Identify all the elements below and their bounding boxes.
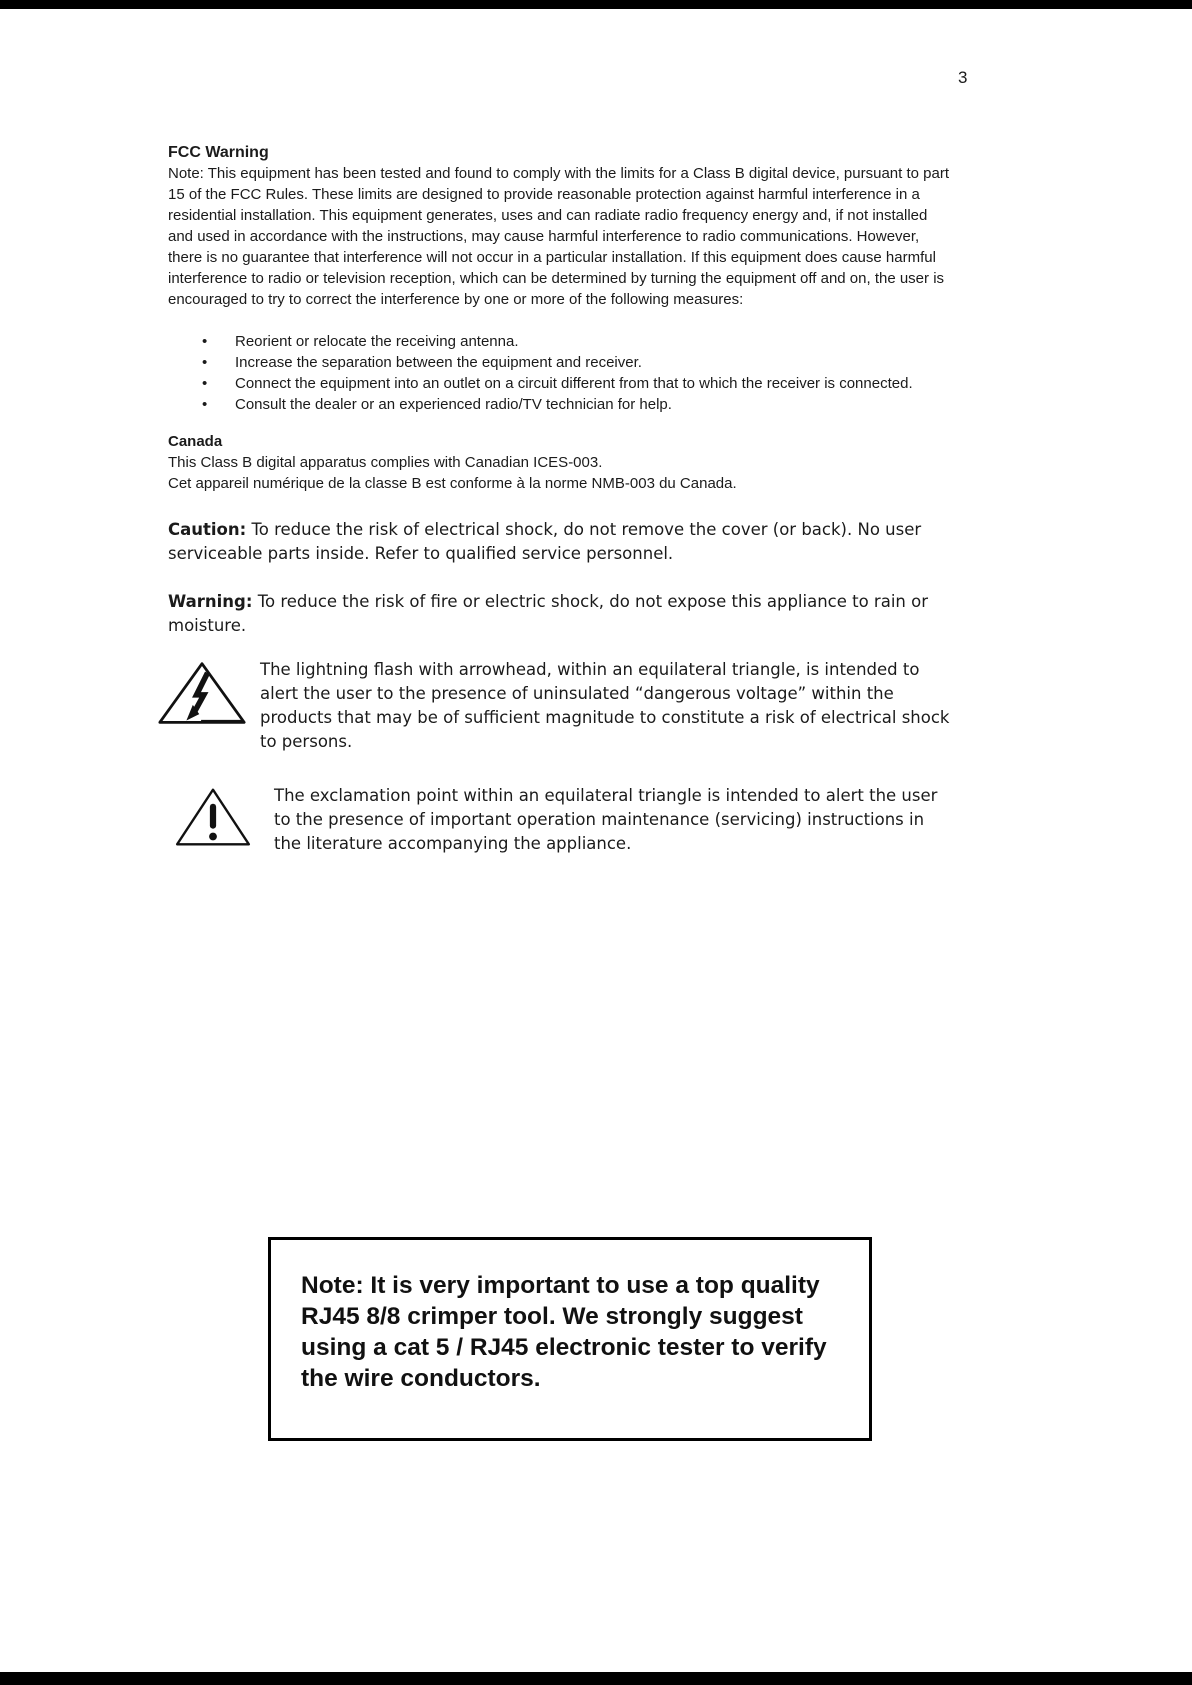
scan-edge-bottom — [0, 1672, 1192, 1685]
note-box-text: Note: It is very important to use a top quality RJ45 8/8 crimper tool. We strongly suggest using a cat 5 / RJ45 electronic tester to verify the wire conductors. — [301, 1272, 827, 1392]
fcc-measures-list — [168, 331, 950, 415]
page-content — [168, 142, 950, 859]
exclamation-notice — [168, 784, 950, 859]
warning-paragraph — [168, 590, 950, 638]
canada-heading: Canada — [168, 433, 223, 450]
lightning-notice — [168, 658, 950, 754]
exclamation-text: The exclamation point within an equilateral triangle is intended to alert the user to the presence of important operation maintenance (servicing) instructions in the literature accompanying the appliance. — [274, 786, 938, 853]
exclamation-triangle-icon — [168, 784, 274, 859]
warning-label: Warning: — [168, 592, 253, 611]
list-item: • Increase the separation between the equipment and receiver. — [168, 352, 950, 373]
warning-text: To reduce the risk of fire or electric shock, do not expose this appliance to rain or moisture. — [168, 592, 928, 635]
page-number: 3 — [958, 68, 968, 87]
canada-section — [168, 431, 950, 494]
list-item: • Consult the dealer or an experienced radio/TV technician for help. — [168, 394, 950, 415]
note-box — [268, 1237, 872, 1441]
lightning-triangle-icon — [168, 658, 260, 733]
scan-edge-top — [0, 0, 1192, 9]
canada-line-en: This Class B digital apparatus complies with Canadian ICES-003. — [168, 454, 603, 471]
caution-paragraph — [168, 518, 950, 566]
list-item: • Connect the equipment into an outlet on a circuit different from that to which the receiver is connected. — [168, 373, 950, 394]
caution-label: Caution: — [168, 520, 247, 539]
lightning-text: The lightning flash with arrowhead, within an equilateral triangle, is intended to alert the user to the presence of uninsulated “dangerous voltage” within the products that may be of sufficient magnitude to constitute a risk of electrical shock to persons. — [260, 660, 950, 751]
canada-line-fr: Cet appareil numérique de la classe B est conforme à la norme NMB-003 du Canada. — [168, 475, 737, 492]
caution-text: To reduce the risk of electrical shock, do not remove the cover (or back). No user serviceable parts inside. Refer to qualified service personnel. — [168, 520, 922, 563]
fcc-warning-body: Note: This equipment has been tested and found to comply with the limits for a Class B digital device, pursuant to part 15 of the FCC Rules. These limits are designed to provide reasonable protection against harmful interference in a residential installation. This equipment generates, uses and can radiate radio frequency energy and, if not installed and used in accordance with the instructions, may cause harmful interference to radio communications. However, there is no guarantee that interference will not occur in a particular installation. If this equipment does cause harmful interference to radio or television reception, which can be determined by turning the equipment off and on, the user is encouraged to try to correct the interference by one or more of the following measures: — [168, 165, 949, 308]
fcc-warning-heading: FCC Warning — [168, 144, 269, 161]
list-item: • Reorient or relocate the receiving antenna. — [168, 331, 950, 352]
